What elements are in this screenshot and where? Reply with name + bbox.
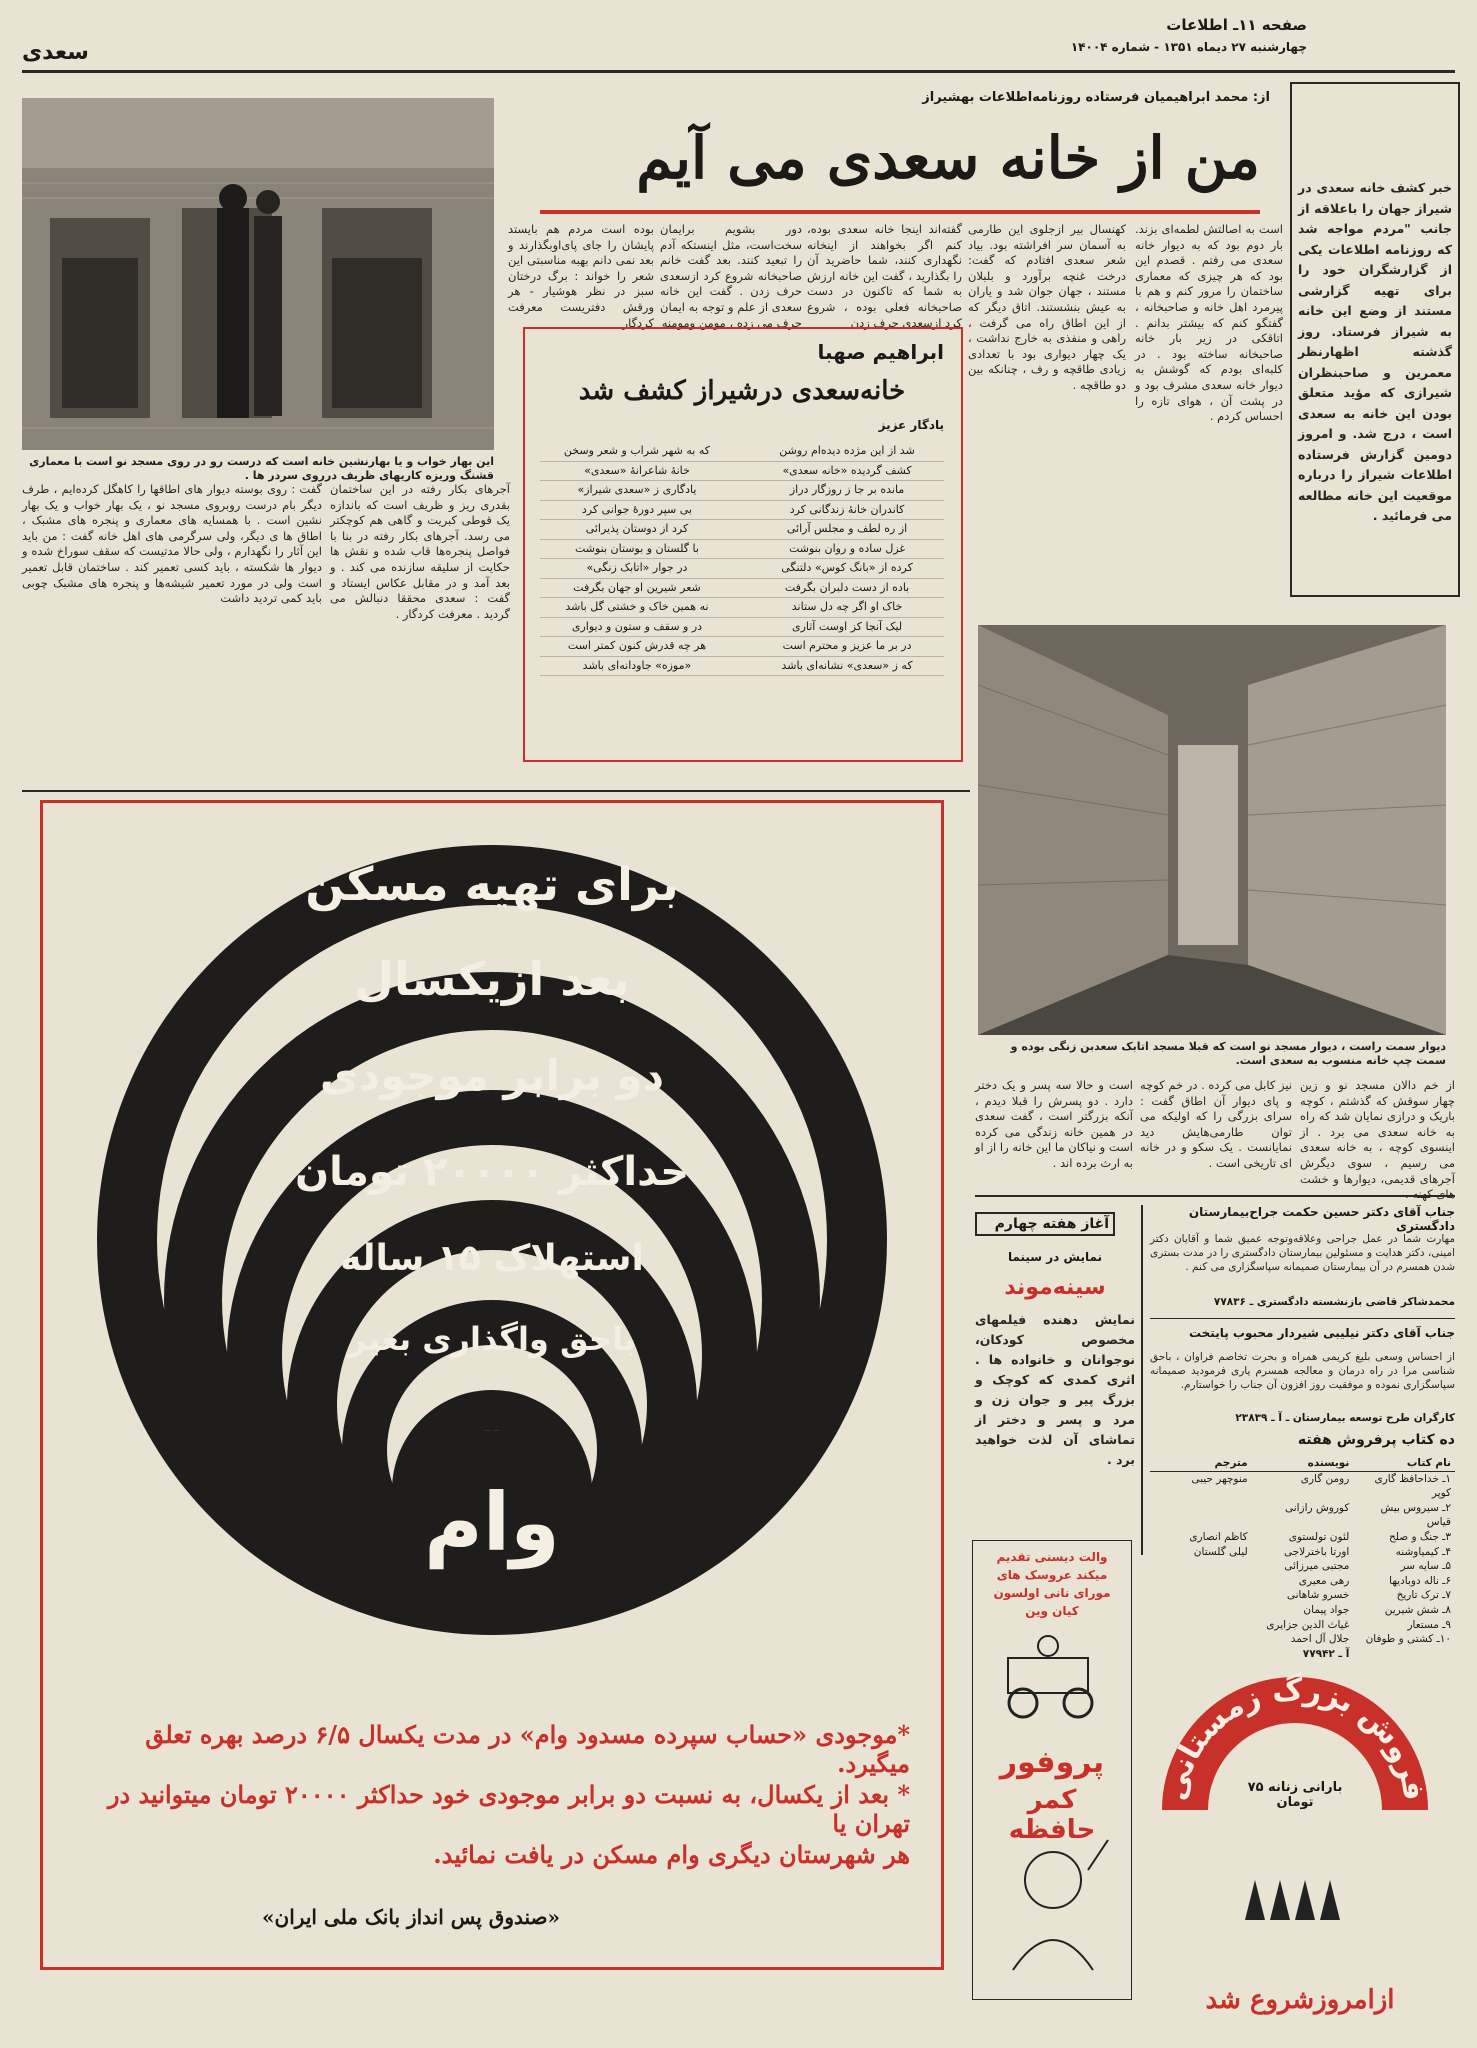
raincoat-ad-item: بارانی زنانه ۷۵ تومان: [1247, 1780, 1343, 1810]
cinema-ad-tag: آغاز هفته چهارم: [975, 1212, 1115, 1236]
cinema-ad-name: سینه‌موند: [1004, 1275, 1106, 1300]
table-row: ۶ـ ناله دوبادیها رهی معیری: [1298, 1574, 1451, 1587]
article-bottom-col-2: نیز کابل می کرده . در خم کوچه و پای دیوار آن اطاق گفت : سرای بزرگی را که اولیکه می توان طارمی‌هایش دید نمایانست . یک سکو و در خانه ای تاریخی است .: [1140, 1078, 1292, 1170]
raincoat-figures-icon: [1235, 1870, 1355, 1920]
header-date-line: چهارشنبه ۲۷ دیماه ۱۳۵۱ - شماره ۱۴۰۰۴: [1070, 40, 1307, 54]
proform-ad-top: والت دیسنی تقدیم میکند عروسک های مورای نانی اولسون کیان وین: [993, 1550, 1111, 1618]
cinema-ad-body: نمایش دهنده فیلمهای مخصوص کودکان، نوجوانان و خانواده ها . اثری کمدی که کوچک و بزرگ پیر و جوان زن و مرد و پسر و دختر از تماشای آن لذت خواهید برد .: [975, 1312, 1135, 1467]
table-row: ۸ـ شش شیرین جواد پیمان: [1303, 1603, 1451, 1616]
article-left-col-1: آجرهای بکار رفته در این ساختمان بقدری ریز و ظریف است که باندازه یک قوطی کبریت و گاهی هم کوچکتر می رسد. آجرهای بکار رفته در بنا با فواصل پنجره‌ها قاب شده و نقش ها حکایت از سلیقه سازنده می کند . و بعد آمد و در مقابل عکاس ایستاد و گفت : سعدی محققا دنبالش می گردید . معرفت کردگار .: [330, 482, 510, 621]
proform-ad-brand: پروفور: [999, 1745, 1105, 1780]
ring-label-4: حداکثر ۲۰۰۰۰ تومان: [294, 1149, 690, 1195]
table-row: ۹ـ مستعار غیاث الدین جزایری: [1266, 1618, 1451, 1631]
alley-photo-caption: دیوار سمت راست ، دیوار مسجد نو است که قبلا مسجد اتابک سعدبن زنگی بوده و سمت چپ خانه منسوب به سعدی است.: [1010, 1040, 1446, 1067]
table-row: ۱ـ خداحافظ گاری کوپر رومن گاری منوچهر حیبی: [1191, 1472, 1451, 1500]
poem-row: کرده از «بانگ کوس» دلتنگی در جوار «اتابک زنگی»: [540, 559, 944, 579]
header-rule: [22, 70, 1455, 73]
bestsellers-title: ده کتاب پرفروش هفته: [1297, 1432, 1455, 1448]
ring-label-5: استهلاک ۱۵ ساله: [340, 1238, 644, 1279]
article-bottom-col-3: است و حالا سه پسر و یک دختر دارد . دو پسرش را قبلا دیدم ، آنکه بزرگتر است ، گفت سعدی در همین خانه زندگی می کرده است و نیاکان ما این خانه را از او به ارث برده اند .: [975, 1078, 1133, 1170]
house-photo-1: [22, 98, 494, 450]
article-col-4: دور بشویم برایمان سخت‌است، مثل اینستکه آدم را تبعید کنند. بعد گفت خانم صاحبخانه شروع کرد ازسعدی حرف زدن . گفت این خانه سعدی از علم و توجه به ایمان حرف می زده ، مومن ومومنه: [660, 222, 802, 330]
header-section: سعدی: [22, 40, 89, 65]
bank-ad-center-word: وام: [424, 1476, 560, 1569]
poem-row: خاک او اگر چه دل ستاند نه همین خاک و خشتی گل باشد: [540, 598, 944, 618]
poem-rows: [540, 442, 944, 676]
article-col-1: است به اصالتش لطمه‌ای بزند. بار دوم بود که به دیوار خانه سعدی می رفتم . قصدم این بود که هر چیزی که معماری ساختمان را مرور کنم و هم با پیرمرد اهل خانه و صاحبخانه ، گفتگو کنم که بیشتر بدانم . اتاقکی در زیر بار خانه صاحبخانه ساخته بود . در کلبه‌ای بودم که گوشش به دیوار خانه سعدی مشرف بود و در پشت آن ، هوای تازه را احساس کردم .: [1135, 222, 1283, 424]
notice-1-body: مهارت شما در عمل جراحی وعلاقه‌وتوجه عمیق شما و آقایان دکتر امینی، دکتر هدایت و مسئولین بیمارستان دادگستری را در مدت بستری شدن همسرم در آن بیمارستان صمیمانه سپاسگزاری می کنم .: [1150, 1233, 1455, 1273]
article-col-5: بوده است مردم هم بایستد پایشان را جای پای‌اوبگذارند و بعد نمی دانم بهبه مناسبتی این شعر را خواند : برگ درختان سبز در نظر هوشیار - هر ورقش دفتریست معرفت کردگار: [508, 222, 654, 330]
ring-label-6: باحق واگذاری بغیر: [348, 1320, 636, 1358]
bank-ad-rings: [92, 830, 892, 1650]
article-bottom-col-1: از خم دالان مسجد نو و زین چهار سوقش که گذشتم ، کوچه باریک و درازی نمایان شد که راه به خانه سعدی می برد . از اینسوی کوچه ، به خانه سعدی می رسیم ، سوی دیگرش آجرهای قدیمی، دیوارها و خشت: [1300, 1078, 1455, 1186]
poem-row: کشف گردیده «خانه سعدی» خانهٔ شاعرانهٔ «سعدی»: [540, 462, 944, 482]
poem-row: از ره لطف و مجلس آرائی کرد از دوستان پذیرائی: [540, 520, 944, 540]
notice-2-title: جناب آقای دکتر نیلیبی شیردار محبوب پایتخت: [1188, 1326, 1455, 1340]
poem-row: شد از این مژده دیده‌ام روشن که به شهر شراب و شعر وسخن: [540, 442, 944, 462]
proform-ad-sub: کمر حافظه: [1008, 1785, 1096, 1845]
article-left-col-2: گفت : روی بوسته دیوار های اطاقها را کاهگل کرده‌ایم ، طرف دیگر بام درست روبروی مسجد نو ، یک بهار خواب و یک بهار نشین است . با همسایه های معماری و پنجره های مشبک ، اطاق ها ی دیگر، ولی سرگرمی های اهل خانه گفت : من باید این آثار را نگهدارم ، ولی حالا مدتیست که سقف سوراخ شده و دیوار ها شکسته ، باید کسی تعمیر کند . ساختمان قابل تعمیر است ولی در مورد تعمیر شیشه‌ها و پنجره های مشبک چوبی باید کمی تردید داشت: [22, 482, 322, 606]
bank-ad-signature: «صندوق پس انداز بانک ملی ایران»: [262, 1905, 560, 1929]
poem-row: کاندران خانهٔ زندگانی کرد بی سپر دورهٔ جوانی کرد: [540, 501, 944, 521]
raincoat-ad-arc: [1145, 1610, 1445, 1890]
poem-title: خانه‌سعدی درشیراز کشف شد: [578, 376, 906, 406]
article-byline: از: محمد ابراهیمیان فرستاده روزنامه‌اطلاعات بهشیراز: [922, 90, 1270, 105]
table-row: ۲ـ سیروس بیش قیاس کوروش رازانی: [1284, 1501, 1451, 1529]
man-illustration: [988, 1830, 1118, 1970]
table-row: ۱۰ـ کشتی و طوفان جلال آل احمد: [1290, 1633, 1451, 1646]
ring-label-1: برای تهیه مسکن: [305, 857, 679, 911]
notice-divider: [1150, 1318, 1455, 1319]
poem-subtitle: یادگار عزیز: [878, 418, 944, 432]
ring-label-3: دو برابر موجودی: [319, 1051, 665, 1100]
bestsellers-header-row: نام کتاب نویسنده مترجم: [1150, 1456, 1455, 1472]
poem-author: ابراهیم صهبا: [817, 340, 944, 364]
article-col-2: کهنسال بیر ازجلوی این طارمی به آسمان سر افراشته بود. بیاد شعر سعدی افتادم که گفت: درخت غنچه برآورد و بلبلان مستند ، جهان جوان شد و یاران به عیش بنشستند. اتاق دیگر که از این اطاق راه می گرفت ، راهی و منفذی به خارج نداشت ، یک چهار دیواری بود با تعدادی زیادی طاقچه و رف ، چنانکه بین دو طاقچه .: [968, 222, 1126, 392]
alley-photo-illustration: [978, 625, 1446, 1035]
poem-row: باده از دست دلبران بگرفت شعر شیرین او جهان بگرفت: [540, 579, 944, 599]
table-row: ۷ـ ترک تاریخ خسرو شاهانی: [1286, 1589, 1451, 1602]
poem-row: لیک آنجا کز اوست آثاری در و سقف و ستون و دیواری: [540, 618, 944, 638]
table-row: ۵ـ سایه سر مجتبی میرزائی: [1284, 1560, 1451, 1573]
alley-photo: [978, 625, 1446, 1035]
side-intro-text: خبر کشف خانه سعدی در شیراز جهان را باعلاقه از جانب "مردم مواجه شد که روزنامه اطلاعات یکی از گزارشگران خود را برای تهیه گزارشی مستند از وضع این خانه به شیراز فرستاد. روز گذشته اظهارنظر معمرین و صاحبنظران شیرازی که مؤید متعلق بودن این خانه به سعدی است ، درج شد. و امروز دومین گزارش فرستاده اطلاعات شیراز را درباره موقعیت این خانه مطالعه می فرمائید .: [1298, 180, 1452, 523]
poem-row: در بر ما عزیز و محترم است هر چه قدرش کنون کمتر است: [540, 637, 944, 657]
poem-row: که ز «سعدی» نشانه‌ای باشد «موزه» جاودانه‌ای باشد: [540, 657, 944, 677]
poem-row: مانده بر جا ز روزگار دراز یادگاری ز «سعدی شیراز»: [540, 481, 944, 501]
notice-1-signature: محمدشاکر قاضی بازنشسته دادگستری ـ ۷۷۸۳۶: [1213, 1296, 1455, 1308]
ring-label-2: بعد ازیکسال: [353, 952, 631, 1006]
divider-mid: [22, 790, 970, 792]
notice-1-title: جناب آقای دکتر حسین حکمت جراح‌بیمارستان دادگستری: [1188, 1205, 1455, 1233]
article-title: من از خانه سعدی می آیم: [636, 124, 1260, 192]
article-col-3: گفته‌اند اینجا خانه سعدی بوده، کنم اگر بخواهند از اینخانه نگهداری کنند، شما حاضرید آن را بگذارید ، گفت این خانه ارزش به شما که تاکنون در دست صاحبخانه فعلی بوده ، شروع کرد ازسعدی حرف زدن: [807, 222, 962, 330]
bestsellers-note-row: آ ـ ۷۷۹۴۲: [1302, 1647, 1350, 1660]
poem-row: غزل ساده و روان بنوشت با گلستان و بوستان بنوشت: [540, 540, 944, 560]
bank-ad-line-3: هر شهرستان دیگری وام مسکن در یافت نمائید.: [433, 1840, 910, 1869]
house-photo-1-illustration: [22, 98, 494, 450]
header-page-line: صفحه ۱۱ـ اطلاعات: [1166, 16, 1307, 34]
bank-ad-line-2: * بعد از یکسال، به نسبت دو برابر موجودی خود حداکثر ۲۰۰۰۰ تومان میتوانید در تهران یا: [107, 1780, 910, 1838]
title-underline: [540, 210, 1260, 214]
raincoat-ad-footer: ازامروزشروع شد: [1205, 1985, 1395, 2015]
notice-2-body: از احساس وسعی بلیغ کریمی همراه و بحرت تخاصم فراوان ، باحق شناسی مرا در راه درمان و معالجه همسرم یاری فرمودید صمیمانه سپاسگزاری نموده و موفقیت روز افزون آن جناب را خواستارم.: [1150, 1351, 1455, 1391]
raincoat-ad-arc-text: فروش بزرگ زمستانی: [1157, 1672, 1432, 1804]
car-illustration: [988, 1628, 1118, 1728]
divider-right: [975, 1195, 1455, 1197]
bank-ad-line-1: *موجودی «حساب سپرده مسدود وام» در مدت یکسال ۶/۵ درصد بهره تعلق میگیرد.: [145, 1720, 910, 1778]
notice-2-signature: کارگران طرح توسعه بیمارستان ـ آ ـ ۲۳۸۳۹: [1235, 1412, 1455, 1424]
table-row: ۳ـ جنگ و صلح لئون تولستوی کاظم انصاری: [1189, 1530, 1451, 1543]
table-row: ۴ـ کیمیاوشنه اورتا باخترلاجی لیلی گلستان: [1193, 1545, 1451, 1558]
cinema-ad-line1: نمایش در سینما: [1007, 1250, 1103, 1264]
house-photo-1-caption: این بهار خواب و یا بهارنشین خانه است که درست رو در روی مسجد نو است با معماری قشنگ وریزه کاریهای ظریف درروی سردر ها .: [29, 455, 494, 482]
